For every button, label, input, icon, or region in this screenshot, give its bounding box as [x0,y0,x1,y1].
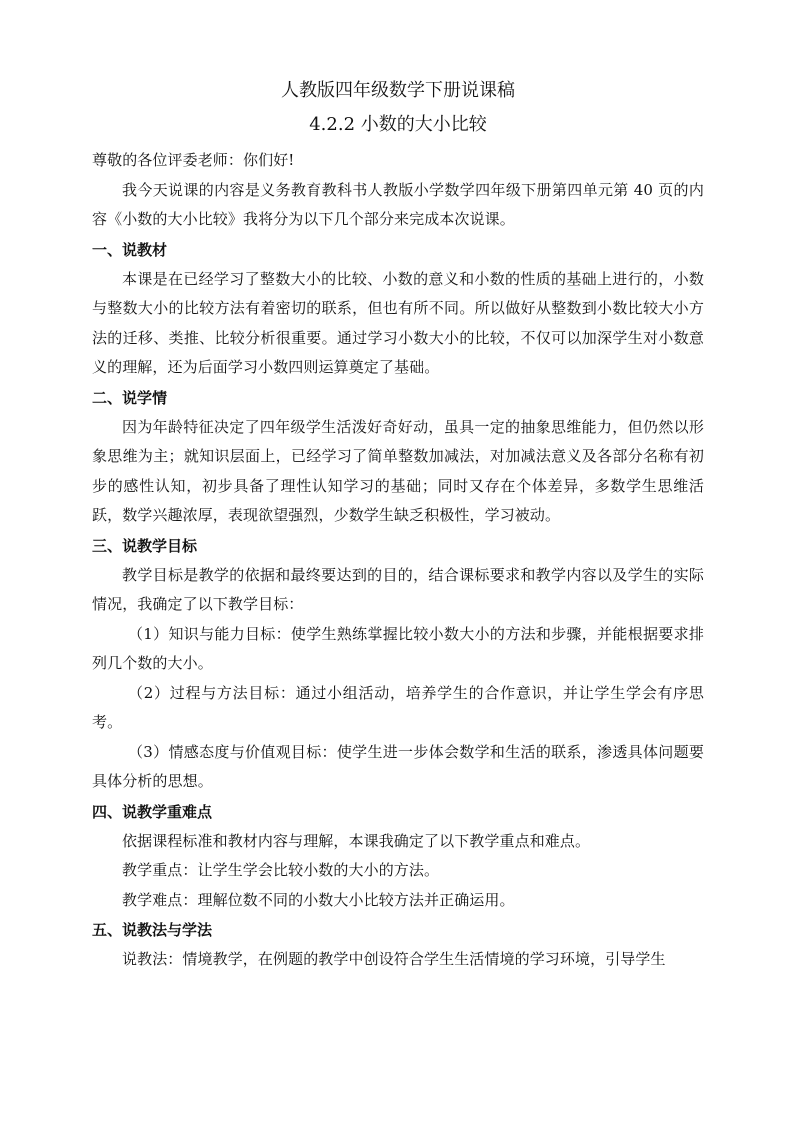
key-points-paragraph: 依据课程标准和教材内容与理解，本课我确定了以下教学重点和难点。 [122,831,591,850]
objective-emotion: （3）情感态度与价值观目标：使学生进一步体会数学和生活的联系，渗透具体问题要具体分析的思想。 [92,742,704,790]
key-point-focus: 教学重点：让学生学会比较小数的大小的方法。 [122,861,440,879]
section-heading-teaching-material: 一、说教材 [92,240,168,259]
intro-paragraph: 我今天说课的内容是义务教育教科书人教版小学数学四年级下册第四单元第 40 页的内容《小数的大小比较》我将分为以下几个部分来完成本次说课。 [92,180,704,228]
section-heading-key-points: 四、说教学重难点 [92,802,213,821]
document-subtitle: 4.2.2 小数的大小比较 [309,114,487,135]
teaching-material-paragraph: 本课是在已经学习了整数大小的比较、小数的意义和小数的性质的基础上进行的，小数与整数大小的比较方法有着密切的联系，但也有所不同。所以做好从整数到小数比较大小方法的迁移、类推、比较分析很重要。通过学习小数大小的比较，不仅可以加深学生对小数意义的理解，还为后面学习小数四则运算奠定了基础。 [92,269,704,376]
student-analysis-paragraph: 因为年龄特征决定了四年级学生活泼好奇好动，虽具一定的抽象思维能力，但仍然以形象思维为主；就知识层面上，已经学习了简单整数加减法，对加减法意义及各部分名称有初步的感性认知，初步具备了理性认知学习的基础；同时又存在个体差异，多数学生思维活跃，数学兴趣浓厚，表现欲望强烈，少数学生缺乏积极性，学习被动。 [92,417,704,524]
key-point-difficulty: 教学难点：理解位数不同的小数大小比较方法并正确运用。 [122,890,515,909]
section-heading-teaching-goals: 三、说教学目标 [92,536,198,555]
greeting: 尊敬的各位评委老师：你们好! [92,151,295,169]
document-title: 人教版四年级数学下册说课稿 [281,80,515,101]
section-heading-methods: 五、说教法与学法 [92,921,213,939]
teaching-goals-paragraph: 教学目标是教学的依据和最终要达到的目的，结合课标要求和教学内容以及学生的实际情况，我确定了以下教学目标： [92,565,704,613]
methods-paragraph: 说教法：情境教学，在例题的教学中创设符合学生生活情境的学习环境，引导学生 [122,950,666,968]
objective-process: （2）过程与方法目标：通过小组活动，培养学生的合作意识，并让学生学会有序思考。 [92,683,704,731]
objective-knowledge: （1）知识与能力目标：使学生熟练掌握比较小数大小的方法和步骤，并能根据要求排列几个数的大小。 [92,624,704,672]
section-heading-student-analysis: 二、说学情 [92,388,168,407]
document-body [92,76,704,975]
